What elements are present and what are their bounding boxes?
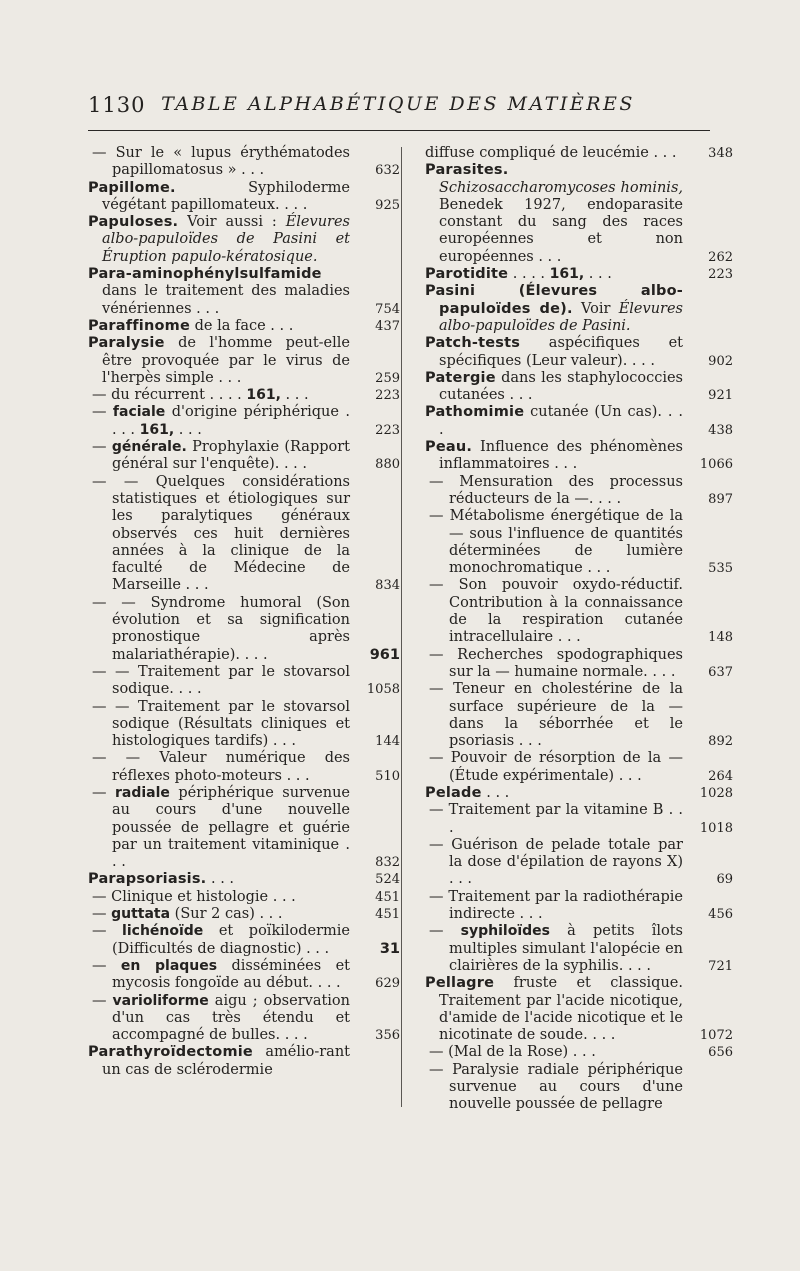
entry-text: — Mensuration des processus réducteurs de la —. . . . <box>429 473 683 507</box>
entry-text: Pathomimie cutanée (Un cas). . . . <box>425 404 684 438</box>
index-entry <box>425 335 733 370</box>
entry-headword: générale. <box>111 439 187 456</box>
left-column <box>88 145 400 1079</box>
entry-prefix: — <box>92 906 112 923</box>
entry-page-number: 832 <box>375 855 400 871</box>
entry-prefix: — <box>429 923 461 940</box>
entry-page-number: 262 <box>708 249 733 265</box>
entry-description: de l'homme peut-elle être provoquée par le virus de l'herpès simple <box>102 335 350 386</box>
entry-text: — Sur le « lupus érythématodes papillomatosus » . . . <box>92 145 350 179</box>
entry-text: Papillome. Syphiloderme végétant papillomateux. . . . <box>88 179 350 213</box>
entry-page-number: 148 <box>708 630 733 646</box>
entry-page-number: 637 <box>708 664 733 680</box>
index-entry <box>88 145 400 180</box>
index-entry <box>425 369 733 405</box>
entry-page-number: 892 <box>708 734 733 750</box>
entry-text: — Teneur en cholestérine de la surface supérieure de la — dans la séborrhée et le psoriasis . . . <box>429 681 683 750</box>
index-entry <box>88 317 400 335</box>
entry-page-number: 348 <box>708 146 733 161</box>
entry-prefix: — <box>92 957 121 974</box>
entry-bold-page: 161, <box>246 387 281 404</box>
index-entry <box>425 802 733 837</box>
entry-text: — varioliforme aigu ; observation d'un cas très étendu et accompagné de bulles. . . . <box>92 992 351 1044</box>
index-entry <box>425 439 733 474</box>
running-title: TABLE ALPHABÉTIQUE DES MATIÈRES <box>161 93 635 115</box>
index-entry <box>88 923 400 958</box>
index-entry <box>425 888 733 924</box>
entry-text: — Pouvoir de résorption de la — (Étude expérimentale) . . . <box>429 750 683 784</box>
entry-page-number: 223 <box>375 388 400 404</box>
index-entry <box>88 888 400 906</box>
entry-description: Syphiloderme végétant papillomateux. <box>102 179 350 213</box>
entry-page-number: 721 <box>708 958 733 974</box>
entry-headword: Patergie <box>425 369 496 386</box>
entry-prefix: — <box>92 439 112 456</box>
index-entry <box>425 1044 733 1061</box>
entry-page-number: 456 <box>708 907 733 923</box>
page-number: 1130 <box>88 93 146 117</box>
entry-text: — guttata (Sur 2 cas) . . . <box>92 906 283 923</box>
index-entry <box>425 975 733 1044</box>
index-entry <box>425 1062 683 1114</box>
entry-prefix: — Teneur en cholestérine de la surface supérieure de la — dans la séborrhée et le psoriasis <box>429 681 683 750</box>
entry-text: — Son pouvoir oxydo-réductif. Contribution à la connaissance de la respiration cutanée intracellulaire . . . <box>429 577 683 646</box>
entry-text: Parotidite . . . . 161, . . . <box>425 266 612 283</box>
entry-italic: Élevures albo-papuloïdes de Pasini. <box>439 300 683 334</box>
index-entry <box>88 473 400 595</box>
entry-prefix: — Recherches spodographiques sur la — humaine normale. <box>429 646 683 680</box>
entry-headword: Pathomimie <box>425 404 525 421</box>
entry-page-number: 1028 <box>699 785 733 801</box>
entry-text: — — Traitement par le stovarsol sodique (Résultats cliniques et histologiques tardifs) . . . <box>92 698 350 750</box>
entry-text: Para-aminophénylsulfamide dans le traitement des maladies vénériennes . . . <box>88 266 350 317</box>
entry-text: diffuse compliqué de leucémie . . . <box>425 145 677 161</box>
index-entry <box>88 404 400 439</box>
entry-text: — Traitement par la radiothérapie indirecte . . . <box>429 888 683 923</box>
entry-headword: Parathyroïdectomie <box>88 1044 253 1061</box>
entry-description: d'origine périphérique <box>165 404 339 421</box>
entry-headword: faciale <box>112 404 166 421</box>
entry-page-number: 259 <box>375 370 400 386</box>
index-entry <box>88 335 400 387</box>
entry-text: — Métabolisme énergétique de la — sous l'influence de quantités déterminées de lumière monochromatique . . . <box>429 508 683 577</box>
index-entry <box>425 283 683 335</box>
entry-italic: Élevures albo-papuloïdes de Pasini et Éruption papulo-kératosique. <box>102 214 350 265</box>
entry-page-number: 264 <box>708 768 733 784</box>
entry-page-number: 223 <box>708 267 733 283</box>
entry-headword: varioliforme <box>112 992 209 1009</box>
entry-page-number: 510 <box>375 768 400 784</box>
entry-text: — syphiloïdes à petits îlots multiples simulant l'alopécie en clairières de la syphilis. . . . <box>429 923 684 974</box>
entry-headword: Paraffinome <box>88 317 190 334</box>
entry-prefix: — du récurrent <box>92 387 205 404</box>
entry-description: Influence des phénomènes inflammatoires <box>439 439 683 473</box>
entry-description: aspécifiques et spécifiques (Leur valeur). <box>439 335 683 369</box>
entry-description: Voir <box>572 300 619 317</box>
index-entry <box>425 836 733 889</box>
index-entry <box>425 681 733 750</box>
entry-prefix: — <box>92 784 115 801</box>
index-entry <box>425 646 733 682</box>
entry-prefix: — <box>92 992 113 1009</box>
entry-page-number: 31 <box>379 940 400 957</box>
index-entry <box>88 663 400 699</box>
entry-page-number: 356 <box>375 1028 400 1044</box>
index-entry <box>425 404 733 439</box>
entry-text <box>88 214 350 266</box>
entry-description: dans le traitement des maladies vénériennes <box>102 283 350 317</box>
entry-description: (Sur 2 cas) <box>170 906 255 923</box>
index-entry <box>88 957 400 993</box>
entry-text: Paralysie de l'homme peut-elle être provoquée par le virus de l'herpès simple . . . <box>88 335 350 386</box>
entry-headword: Parotidite <box>425 266 509 283</box>
entry-text: — Recherches spodographiques sur la — humaine normale. . . . <box>429 646 683 680</box>
entry-prefix: — (Mal de la Rose) <box>429 1044 569 1061</box>
entry-page-number: 902 <box>708 353 733 369</box>
entry-headword: Patch-tests <box>425 335 521 352</box>
index-entry <box>425 145 733 162</box>
entry-page-number: 437 <box>375 318 400 334</box>
entry-prefix: — Pouvoir de résorption de la — (Étude expérimentale) <box>429 750 683 784</box>
entry-text: — — Syndrome humoral (Son évolution et sa signification pronostique après malariathérapie). . . . <box>92 594 350 663</box>
entry-italic: Schizosaccharomycoses hominis, <box>439 179 683 196</box>
entry-page-number: 223 <box>375 422 400 438</box>
entry-page-number: 1072 <box>699 1028 733 1044</box>
index-entry <box>425 508 733 577</box>
entry-page-number: 438 <box>708 422 733 438</box>
entry-text: — Guérison de pelade totale par la dose d'épilation de rayons X) . . . <box>429 836 683 888</box>
entry-text <box>425 283 683 335</box>
entry-description: à petits îlots multiples simulant l'alopécie en clairières de la syphilis. <box>449 923 684 974</box>
entry-description-cont: Benedek 1927, endoparasite constant du sang des races européennes et non européennes <box>439 196 683 265</box>
entry-text: — Traitement par la vitamine B . . . <box>429 802 683 836</box>
entry-page-number: 656 <box>708 1045 733 1061</box>
entry-prefix: — Clinique et histologie <box>92 888 269 905</box>
index-entry <box>88 871 400 888</box>
entry-page-number: 69 <box>716 872 733 888</box>
index-entry <box>425 577 733 646</box>
entry-headword: Para-aminophénylsulfamide <box>88 266 322 283</box>
entry-page-number: 925 <box>375 197 400 213</box>
entry-headword: Peau. <box>425 439 473 456</box>
entry-description: amélio-rant un cas de sclérodermie <box>102 1044 350 1078</box>
entry-description: dans les staphylococcies cutanées <box>439 369 683 404</box>
index-entry <box>425 266 733 283</box>
index-entry <box>425 923 733 975</box>
entry-page-number: 897 <box>708 491 733 507</box>
entry-description: cutanée (Un cas). <box>524 404 663 421</box>
entry-text: — radiale périphérique survenue au cours d'une nouvelle poussée de pellagre et guérie par un traitement vitaminique . . . <box>92 784 350 871</box>
entry-headword: Parapsoriasis. <box>88 871 207 888</box>
entry-text: Pelade . . . <box>425 784 510 801</box>
entry-description: fruste et classique. Traitement par l'acide nicotique, d'amide de l'acide nicotique et le nicotinate de soude. <box>439 975 683 1044</box>
entry-headword: lichénoïde <box>122 923 204 940</box>
entry-page-number: 524 <box>375 872 400 888</box>
entry-text: Parasites. Schizosaccharomycoses hominis, Benedek 1927, endoparasite constant du sang des races européennes et non européennes . . . <box>425 162 683 265</box>
entry-prefix: — Traitement par la radiothérapie indirecte <box>429 888 683 923</box>
index-entry <box>88 698 400 751</box>
page-header <box>88 93 708 123</box>
index-entry <box>88 750 400 785</box>
index-entry <box>425 784 733 802</box>
index-entry <box>88 594 400 664</box>
entry-prefix: — Paralysie radiale périphérique survenue au cours d'une nouvelle poussée de pellagre <box>429 1061 683 1113</box>
entry-prefix: — <box>92 923 123 940</box>
entry-page-number: 535 <box>708 561 733 577</box>
entry-headword: Pelade <box>425 784 482 801</box>
entry-page-number: 921 <box>708 388 733 404</box>
entry-text <box>88 1044 350 1079</box>
entry-prefix: — Guérison de pelade totale par la dose d'épilation de rayons X) <box>429 836 683 871</box>
index-entry <box>88 1044 350 1079</box>
index-entry <box>88 992 400 1045</box>
entry-description: et poïkilodermie (Difficultés de diagnostic) <box>112 923 350 957</box>
index-entry <box>88 214 350 266</box>
entry-prefix: — — Traitement par le stovarsol sodique. <box>92 663 350 698</box>
column-divider <box>401 147 402 1107</box>
entry-text: Paraffinome de la face . . . <box>88 317 294 334</box>
entry-text: — (Mal de la Rose) . . . <box>429 1044 596 1061</box>
entry-page-number: 1018 <box>699 820 733 836</box>
entry-headword: guttata <box>111 906 171 923</box>
index-entry <box>88 387 400 404</box>
entry-description: disséminées et mycosis fongoïde au début. <box>112 957 350 992</box>
index-entry <box>425 473 733 509</box>
entry-text: — du récurrent . . . . 161, . . . <box>92 387 309 404</box>
entry-prefix: — Traitement par la vitamine B <box>429 802 664 819</box>
entry-headword: radiale <box>114 784 170 801</box>
entry-text: — générale. Prophylaxie (Rapport général sur l'enquête). . . . <box>92 439 350 473</box>
entry-text: — — Valeur numérique des réflexes photo-moteurs . . . <box>92 750 350 784</box>
entry-description: périphérique survenue au cours d'une nouvelle poussée de pellagre et guérie par un traitement vitaminique <box>112 784 350 853</box>
entry-text: Patergie dans les staphylococcies cutanées . . . <box>425 369 683 404</box>
entry-page-number: 880 <box>375 457 400 473</box>
entry-text: — — Traitement par le stovarsol sodique. . . . <box>92 663 350 698</box>
entry-prefix: — <box>92 404 113 421</box>
entry-page-number: 451 <box>375 907 400 923</box>
entry-headword: Pellagre <box>425 975 495 992</box>
entry-prefix: — Mensuration des processus réducteurs de la —. <box>429 473 683 507</box>
index-entry <box>88 784 400 871</box>
entry-text: — lichénoïde et poïkilodermie (Difficultés de diagnostic) . . . <box>92 923 350 957</box>
entry-description: aigu ; observation d'un cas très étendu et accompagné de bulles. <box>112 992 351 1044</box>
entry-prefix: — Son pouvoir oxydo-réductif. Contribution à la connaissance de la respiration cutanée intracellulaire <box>429 577 683 646</box>
entry-bold-page: 161, <box>139 421 175 438</box>
entry-page-number: 1066 <box>699 457 733 473</box>
index-entry <box>88 179 400 215</box>
entry-page-number: 629 <box>375 976 400 992</box>
entry-description: Voir aussi : <box>178 214 286 231</box>
index-entry <box>425 750 733 785</box>
entry-prefix: — — Quelques considérations statistiques et étiologiques sur les paralytiques généraux observés ces huit dernières années à la clinique de la faculté de Médecine de Marseille <box>92 473 350 594</box>
entry-bold-page: 161, <box>549 266 585 283</box>
entry-page-number: 1058 <box>366 682 400 698</box>
entry-description: de la face <box>189 317 266 334</box>
entry-description: Prophylaxie (Rapport général sur l'enquête). <box>112 439 350 473</box>
entry-page-number: 144 <box>375 734 400 750</box>
entry-page-number: 754 <box>375 301 400 317</box>
entry-prefix: — Sur le « lupus érythématodes papillomatosus » <box>92 145 350 179</box>
right-column <box>425 145 733 1114</box>
entry-text: — en plaques disséminées et mycosis fongoïde au début. . . . <box>92 957 350 992</box>
header-rule <box>88 130 710 131</box>
index-entry <box>88 439 400 474</box>
entry-text: — — Quelques considérations statistiques et étiologiques sur les paralytiques généraux observés ces huit dernières années à la clinique de la faculté de Médecine de Marseille . . . <box>92 473 350 594</box>
entry-headword: Pasini (Élevures albo-papuloïdes de). <box>425 283 683 317</box>
entry-headword: Parasites. <box>425 162 509 179</box>
entry-text: Peau. Influence des phénomènes inflammatoires . . . <box>425 439 683 473</box>
entry-text: Patch-tests aspécifiques et spécifiques (Leur valeur). . . . <box>425 335 683 369</box>
entry-page-number: 632 <box>375 163 400 179</box>
entry-text: — Clinique et histologie . . . <box>92 888 296 905</box>
entry-headword: en plaques <box>120 957 218 974</box>
entry-text: — faciale d'origine périphérique . . . . 161, . . . <box>92 404 350 438</box>
index-entry <box>425 162 733 266</box>
entry-page-number: 961 <box>369 646 400 663</box>
entry-text: Parapsoriasis. . . . <box>88 871 235 888</box>
entry-prefix: — — Valeur numérique des réflexes photo-moteurs <box>92 750 350 784</box>
entry-headword: Paralysie <box>88 335 165 352</box>
entry-headword: Papuloses. <box>88 214 179 231</box>
entry-headword: Papillome. <box>88 179 176 196</box>
index-entry <box>88 906 400 923</box>
entry-text: Pellagre fruste et classique. Traitement par l'acide nicotique, d'amide de l'acide nicotique et le nicotinate de soude. . . . <box>425 975 683 1044</box>
entry-prefix: — — Traitement par le stovarsol sodique (Résultats cliniques et histologiques tardifs) <box>92 698 350 750</box>
index-entry <box>88 266 400 318</box>
entry-page-number: 451 <box>375 889 400 905</box>
entry-prefix: — — Syndrome humoral (Son évolution et sa signification pronostique après malariathérapie). <box>92 594 350 663</box>
entry-prefix: — Métabolisme énergétique de la — sous l'influence de quantités déterminées de lumière monochromatique <box>429 508 683 577</box>
entry-prefix: diffuse compliqué de leucémie <box>425 145 649 161</box>
entry-text <box>425 1062 683 1114</box>
entry-headword: syphiloïdes <box>460 923 550 940</box>
entry-page-number: 834 <box>375 578 400 594</box>
